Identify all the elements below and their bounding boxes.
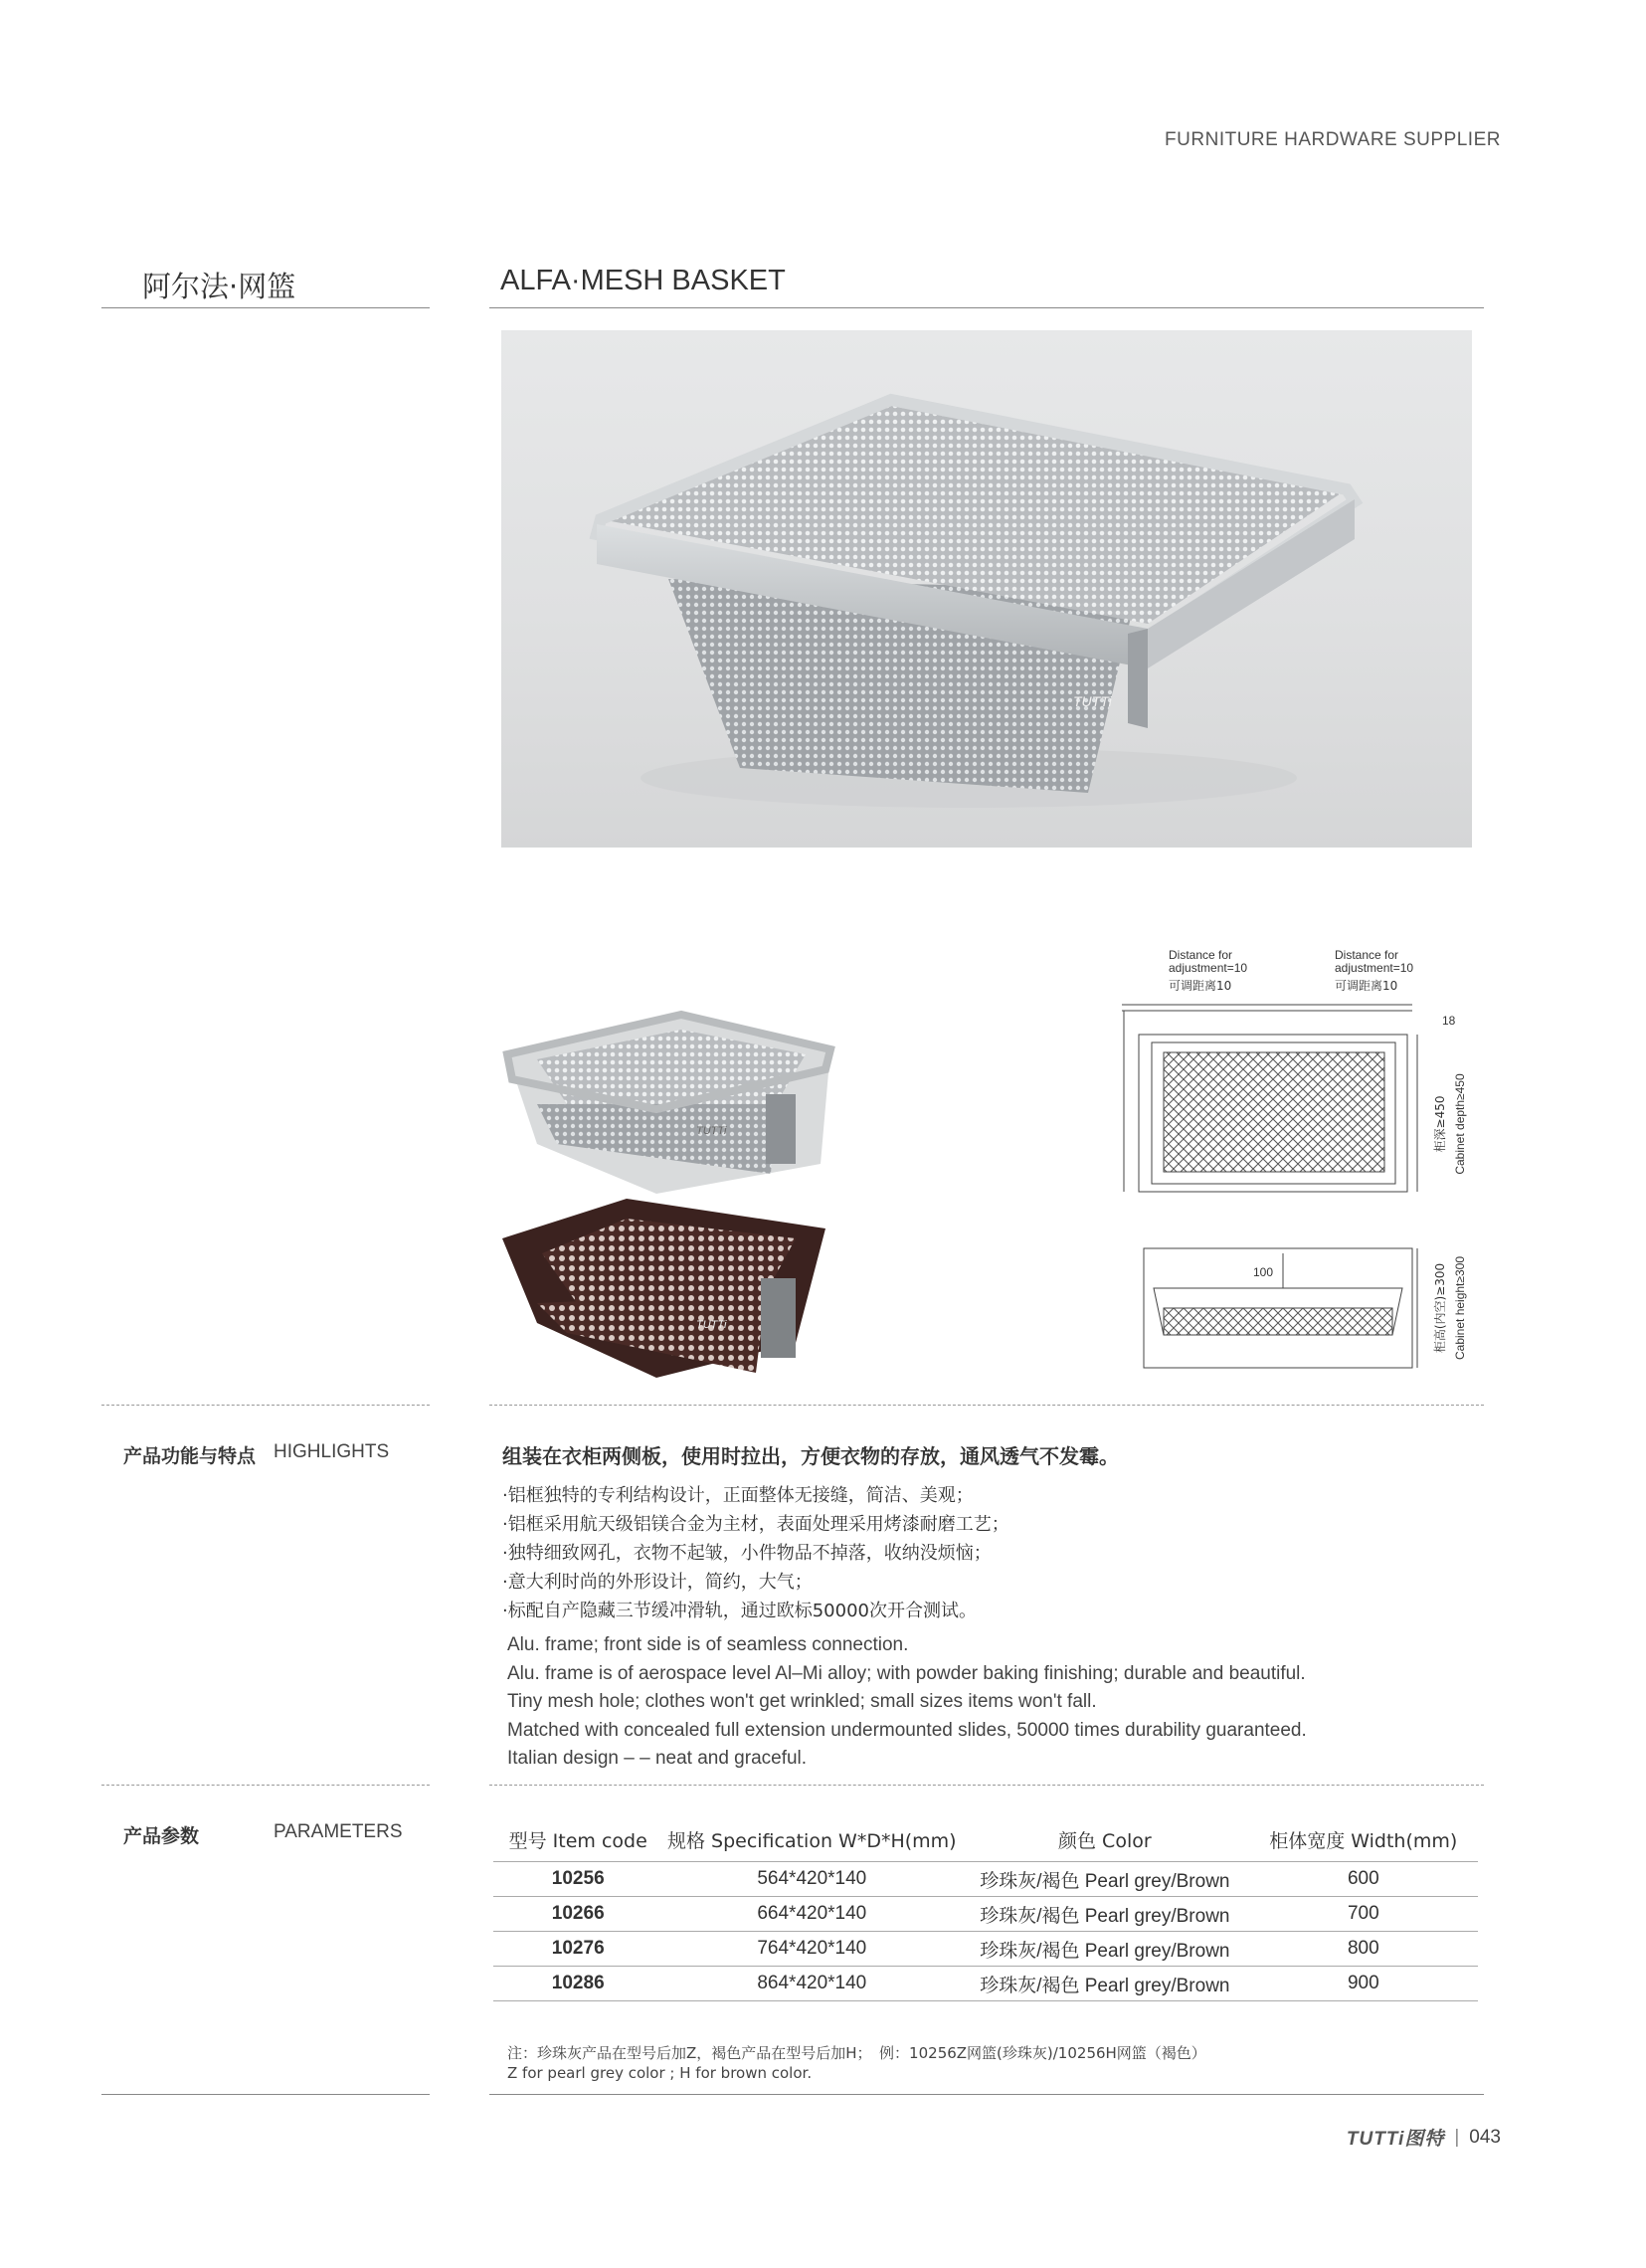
height-cn: 柜高(内空)≥300 — [1433, 1262, 1447, 1354]
highlights-lead: 组装在衣柜两侧板，使用时拉出，方便衣物的存放，通风透气不发霉。 — [502, 1444, 1119, 1468]
col-specification: 规格 Specification W*D*H(mm) — [662, 1817, 961, 1862]
footer-rule-left — [101, 2094, 430, 2095]
adj-right-en-1: Distance for — [1335, 948, 1399, 962]
page-footer — [1347, 2124, 1501, 2151]
adj-right-cn: 可调距离10 — [1335, 979, 1398, 993]
specification: 664*420*140 — [662, 1897, 961, 1932]
cabinet-width: 600 — [1249, 1862, 1478, 1897]
grey-basket-brand-mark: TUTTi — [696, 1125, 727, 1137]
brown-basket-brand-mark: TUTTi — [696, 1319, 727, 1331]
feature-en: Alu. frame; front side is of seamless connection. — [507, 1634, 909, 1655]
brown-basket-image — [497, 1194, 845, 1393]
col-color: 颜色 Color — [961, 1817, 1248, 1862]
note-en: Z for pearl grey color ; H for brown color. — [507, 2064, 813, 2082]
parameters-note — [507, 2043, 1206, 2083]
page-title-en: ALFA·MESH BASKET — [500, 265, 786, 296]
item-code: 10256 — [493, 1862, 662, 1897]
height-en: Cabinet height≥300 — [1453, 1256, 1467, 1360]
parameters-table — [493, 1817, 1478, 2001]
bullet-cn: ·铝框独特的专利结构设计，正面整体无接缝，简洁、美观； — [502, 1485, 974, 1506]
table-row — [493, 1932, 1478, 1967]
adj-left-en-1: Distance for — [1169, 948, 1233, 962]
item-code: 10276 — [493, 1932, 662, 1967]
supplier-tagline: FURNITURE HARDWARE SUPPLIER — [1165, 129, 1501, 150]
item-code: 10286 — [493, 1967, 662, 2001]
bullet-cn: ·铝框采用航天级铝镁合金为主材，表面处理采用烤漆耐磨工艺； — [502, 1514, 1009, 1535]
footer-brand-logo: TUTTi图特 — [1346, 2129, 1445, 2150]
title-rule-right — [489, 307, 1484, 308]
grey-basket-image — [497, 995, 845, 1194]
mesh-basket-render — [501, 330, 1472, 848]
highlights-label-cn: 产品功能与特点 — [123, 1445, 257, 1467]
depth-en: Cabinet depth≥450 — [1453, 1073, 1467, 1175]
page-number: 043 — [1469, 2126, 1501, 2148]
table-row — [493, 1967, 1478, 2001]
color: 珍珠灰/褐色 Pearl grey/Brown — [961, 1862, 1248, 1897]
table-row — [493, 1862, 1478, 1897]
parameters-label-cn: 产品参数 — [123, 1825, 200, 1847]
technical-drawing — [1114, 945, 1512, 1383]
color: 珍珠灰/褐色 Pearl grey/Brown — [961, 1897, 1248, 1932]
side-thickness: 18 — [1442, 1014, 1456, 1028]
color: 珍珠灰/褐色 Pearl grey/Brown — [961, 1967, 1248, 2001]
hero-product-image — [501, 330, 1472, 848]
feature-en: Tiny mesh hole; clothes won't get wrinkled; small sizes items won't fall. — [507, 1691, 1097, 1712]
specification: 564*420*140 — [662, 1862, 961, 1897]
cabinet-width: 800 — [1249, 1932, 1478, 1967]
cabinet-width: 700 — [1249, 1897, 1478, 1932]
specification: 864*420*140 — [662, 1967, 961, 2001]
page-title-cn: 阿尔法·网篮 — [142, 270, 296, 303]
highlights-features-en — [507, 1631, 1307, 1774]
item-code: 10266 — [493, 1897, 662, 1932]
title-rule-left — [101, 307, 430, 308]
parameters-rule-right — [489, 1785, 1484, 1786]
parameters-rule-left — [101, 1785, 430, 1786]
col-width: 柜体宽度 Width(mm) — [1249, 1817, 1478, 1862]
highlights-rule-right — [489, 1405, 1484, 1406]
table-header-row — [493, 1817, 1478, 1862]
parameters-label-en: PARAMETERS — [274, 1821, 403, 1842]
note-cn: 注：珍珠灰产品在型号后加Z，褐色产品在型号后加H； 例：10256Z网篮(珍珠灰)/10256H网篮（褐色） — [507, 2044, 1206, 2062]
highlights-rule-left — [101, 1405, 430, 1406]
col-item-code: 型号 Item code — [493, 1817, 662, 1862]
highlights-label-en: HIGHLIGHTS — [274, 1441, 390, 1462]
adj-right-en-2: adjustment=10 — [1335, 961, 1414, 975]
bullet-cn: ·独特细致网孔，衣物不起皱，小件物品不掉落，收纳没烦恼； — [502, 1543, 992, 1564]
feature-en: Alu. frame is of aerospace level Al–Mi alloy; with powder baking finishing; durable and beautiful. — [507, 1662, 1306, 1684]
bullet-cn: ·标配自产隐藏三节缓冲滑轨，通过欧标50000次开合测试。 — [502, 1601, 977, 1621]
top-gap: 100 — [1253, 1265, 1274, 1279]
footer-rule-right — [489, 2094, 1484, 2095]
specification: 764*420*140 — [662, 1932, 961, 1967]
adj-left-cn: 可调距离10 — [1169, 979, 1232, 993]
table-row — [493, 1897, 1478, 1932]
depth-cn: 柜深≥450 — [1433, 1095, 1447, 1153]
footer-separator: | — [1454, 2126, 1460, 2148]
feature-en: Matched with concealed full extension undermounted slides, 50000 times durability guaranteed. — [507, 1719, 1307, 1741]
highlights-bullets-cn — [502, 1481, 1009, 1625]
color: 珍珠灰/褐色 Pearl grey/Brown — [961, 1932, 1248, 1967]
bullet-cn: ·意大利时尚的外形设计，简约，大气； — [502, 1572, 813, 1593]
adj-left-en-2: adjustment=10 — [1169, 961, 1248, 975]
hero-brand-mark: TUTTi — [1073, 693, 1112, 709]
cabinet-width: 900 — [1249, 1967, 1478, 2001]
feature-en: Italian design – – neat and graceful. — [507, 1748, 808, 1769]
